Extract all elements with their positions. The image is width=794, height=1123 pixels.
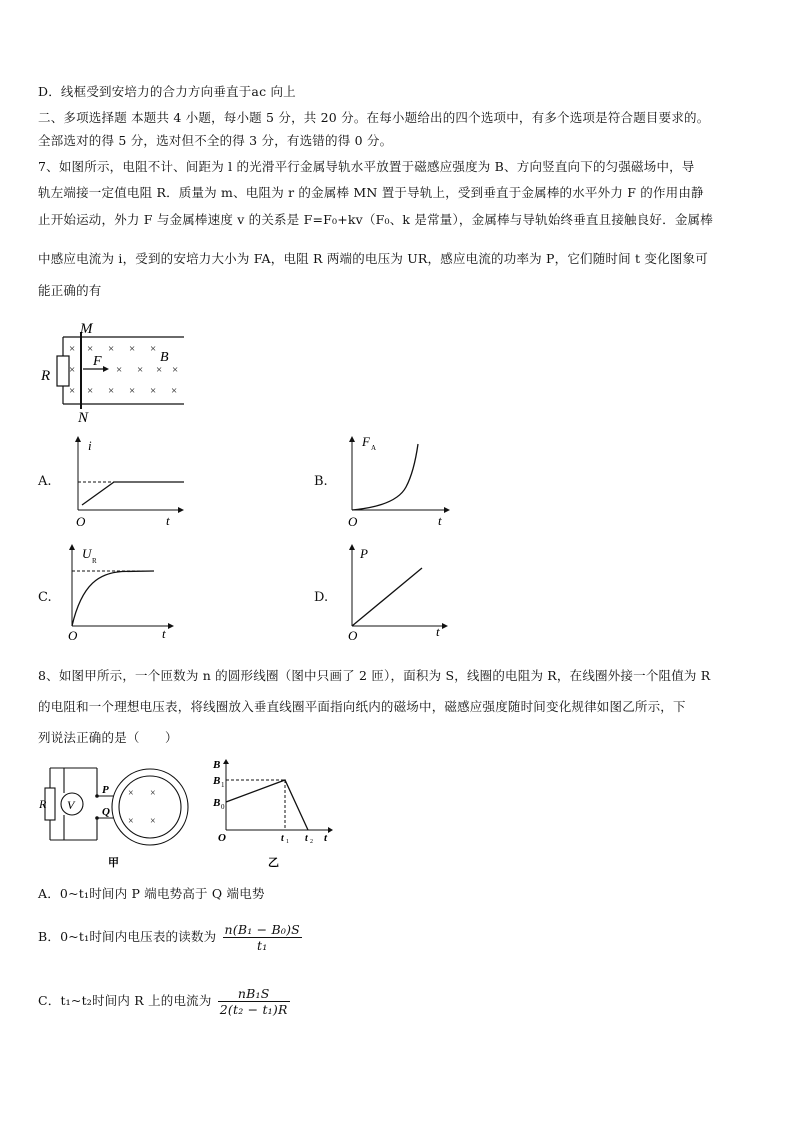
option-d-prev-question: D．线框受到安培力的合力方向垂直于ac 向上 [38,84,296,99]
axis-label-t: t [166,513,170,528]
origin-label: O [218,832,226,844]
axis-label-fa: F [362,434,370,449]
label-t1: t [281,833,284,844]
option-a-label: A. [38,474,52,489]
origin-label: O [348,514,358,529]
svg-text:×: × [172,364,179,376]
origin-label: O [76,514,86,529]
svg-text:0: 0 [221,803,225,811]
svg-text:×: × [137,364,144,376]
section-heading-line2: 全部选对的得 5 分，选对但不全的得 3 分，有选错的得 0 分。 [38,133,393,148]
axis-label-t: t [438,513,442,528]
svg-text:×: × [108,343,115,355]
fraction-denominator: t₁ [257,938,268,953]
axis-label-fa-sub: A [371,444,377,452]
label-f: F [93,354,102,369]
svg-text:×: × [150,788,156,799]
label-b: B [160,350,169,365]
label-b1: B [213,775,221,787]
q8-option-b-fraction [223,922,302,953]
q8-figure-jia [36,760,196,872]
svg-text:×: × [87,385,94,397]
svg-text:×: × [129,385,136,397]
option-d-label: D. [314,590,329,605]
svg-text:×: × [69,364,76,376]
origin-label: O [68,628,78,643]
q7-circuit-figure [36,318,196,426]
q8-option-b-text: B．0~t₁时间内电压表的读数为 [38,929,217,944]
svg-text:×: × [171,385,178,397]
axis-label-t: t [324,832,328,844]
label-m: M [80,321,93,337]
svg-text:×: × [128,788,134,799]
q7-text-line2: 轨左端接一定值电阻 R．质量为 m、电阻为 r 的金属棒 MN 置于导轨上，受到垂直于金属棒的水平外力 F 的作用由静 [38,185,704,200]
q8-option-b [38,922,302,953]
section-heading-line1: 二、多项选择题 本题共 4 小题，每小题 5 分，共 20 分。在每小题给出的四个选项中，有多个选项是符合题目要求的。 [38,110,710,125]
label-r: R [41,368,51,384]
axis-label-i: i [88,438,92,453]
origin-label: O [348,628,358,643]
voltmeter-label: V [67,798,75,812]
axis-label-t: t [436,624,440,639]
label-r: R [39,797,47,811]
svg-text:×: × [128,816,134,827]
option-c-graph [62,538,192,646]
axis-label-t: t [162,626,166,641]
fraction-numerator: nB₁S [218,986,290,1002]
fraction-numerator: n(B₁ − B₀)S [224,922,300,937]
svg-text:×: × [116,364,123,376]
option-b-label: B. [314,474,328,489]
axis-label-p: P [360,546,368,561]
q7-text-line3: 止开始运动，外力 F 与金属棒速度 v 的关系是 F=F₀+kv（F₀、k 是常量），金属棒与导轨始终垂直且接触良好．金属棒 [38,212,713,227]
svg-text:×: × [69,385,76,397]
svg-text:×: × [87,343,94,355]
svg-text:×: × [129,343,136,355]
svg-text:×: × [150,385,157,397]
field-crosses [128,788,156,827]
svg-text:2: 2 [310,839,313,845]
label-q: Q [102,806,110,818]
label-t2: t [305,833,308,844]
option-b-graph [336,432,466,532]
q8-option-c [38,986,290,1017]
q8-text-line2: 的电阻和一个理想电压表，将线圈放入垂直线圈平面指向纸内的磁场中，磁感应强度随时间变化规律如图乙所示，下 [38,699,686,714]
svg-text:1: 1 [286,839,289,845]
svg-text:1: 1 [221,781,225,789]
svg-text:×: × [108,385,115,397]
q7-text-line4: 中感应电流为 i，受到的安培力大小为 FA，电阻 R 两端的电压为 UR，感应电流的功率为 P，它们随时间 t 变化图象可 [38,251,708,266]
svg-text:×: × [156,364,163,376]
svg-text:×: × [150,816,156,827]
q8-option-c-fraction [218,986,290,1017]
q8-figure-yi [210,752,342,872]
axis-label-ur-sub: R [92,557,97,565]
axis-label-ur: U [82,546,92,561]
fraction-denominator: 2(t₂ − t₁)R [219,1002,288,1017]
q8-text-line1: 8、如图甲所示，一个匝数为 n 的圆形线圈（图中只画了 2 匝），面积为 S，线圈的电阻为 R，在线圈外接一个阻值为 R [38,668,711,683]
q8-text-line3: 列说法正确的是（ ） [38,730,178,745]
svg-text:×: × [69,343,76,355]
q8-option-a: A．0~t₁时间内 P 端电势高于 Q 端电势 [38,886,265,901]
label-p: P [102,784,109,796]
caption-yi: 乙 [268,857,279,869]
svg-text:×: × [150,343,157,355]
axis-label-b: B [213,759,221,771]
label-b0: B [213,797,221,809]
option-d-graph [336,538,466,646]
q7-text-line1: 7、如图所示，电阻不计、间距为 l 的光滑平行金属导轨水平放置于磁感应强度为 B、方向竖直向下的匀强磁场中，导 [38,159,695,174]
label-n: N [78,410,89,426]
option-a-graph [62,432,192,532]
q8-option-c-text: C．t₁~t₂时间内 R 上的电流为 [38,993,212,1008]
option-c-label: C. [38,590,52,605]
caption-jia: 甲 [108,857,119,869]
q7-text-line5: 能正确的有 [38,283,102,298]
